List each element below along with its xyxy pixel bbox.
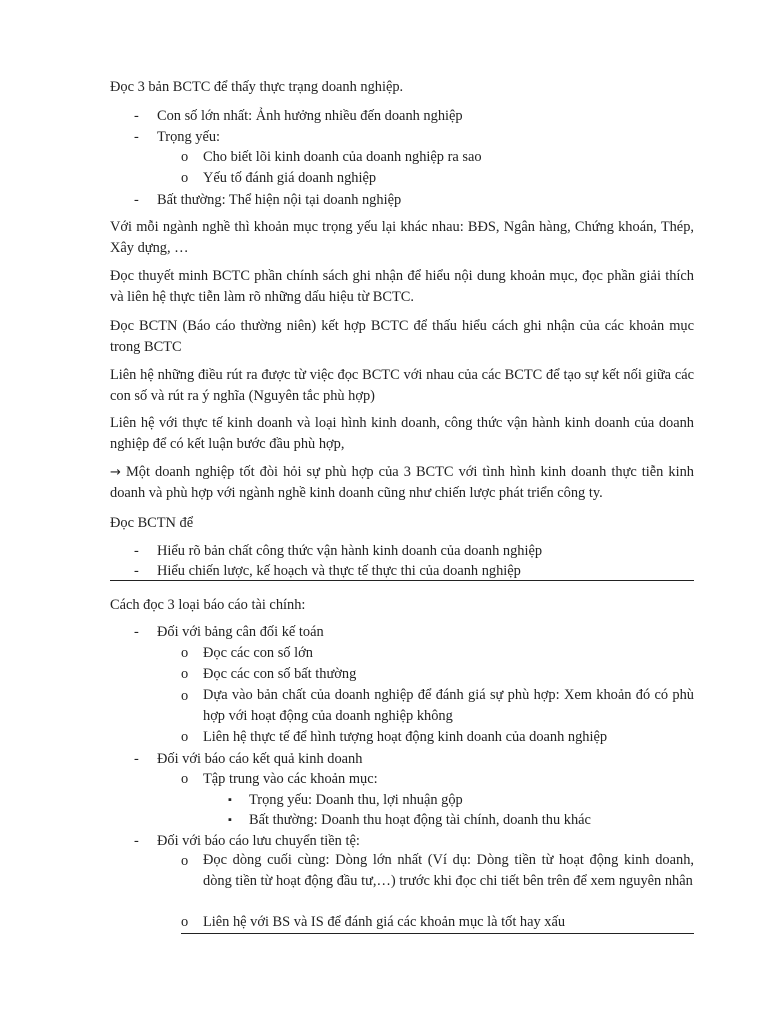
list-item: Con số lớn nhất: Ảnh hưởng nhiều đến doanh nghiệp	[157, 108, 463, 124]
circle-bullet: o	[181, 149, 189, 165]
list-item: Hiểu chiến lược, kế hoạch và thực tế thực thi của doanh nghiệp	[157, 563, 521, 579]
dash-bullet: -	[134, 751, 139, 767]
sub-list-item: Yếu tố đánh giá doanh nghiệp	[203, 170, 377, 186]
circle-bullet: o	[181, 853, 189, 869]
list-item: Trọng yếu:	[157, 129, 221, 145]
square-bullet: ▪	[228, 814, 232, 826]
circle-bullet: o	[181, 645, 189, 661]
sub-list-item: Liên hệ với BS và IS để đánh giá các khoản mục là tốt hay xấu	[203, 914, 566, 930]
conclusion-text: Một doanh nghiệp tốt đòi hỏi sự phù hợp của 3 BCTC với tình hình kinh doanh thực tiễn kinh doanh và phù hợp với ngành nghề kinh doanh cũng như chiến lược phát triển công ty.	[110, 464, 694, 501]
paragraph: Đọc BCTN để	[110, 515, 194, 531]
list-item: Đối với báo cáo kết quả kinh doanh	[157, 751, 363, 767]
horizontal-rule	[181, 933, 694, 934]
sub-list-item: Liên hệ thực tế để hình tượng hoạt động kinh doanh của doanh nghiệp	[203, 729, 608, 745]
circle-bullet: o	[181, 914, 189, 930]
list-item: Bất thường: Thể hiện nội tại doanh nghiệp	[157, 192, 402, 208]
sub-list-item: Đọc các con số bất thường	[203, 666, 357, 682]
paragraph: Với mỗi ngành nghề thì khoản mục trọng yếu lại khác nhau: BĐS, Ngân hàng, Chứng khoán, Thép, Xây dựng, …	[110, 219, 694, 256]
paragraph: Đọc BCTN (Báo cáo thường niên) kết hợp BCTC để thấu hiểu cách ghi nhận của các khoản mục trong BCTC	[110, 318, 694, 355]
sub-list-item: Đọc các con số lớn	[203, 645, 313, 661]
circle-bullet: o	[181, 666, 189, 682]
circle-bullet: o	[181, 771, 189, 787]
sub-sub-list-item: Trọng yếu: Doanh thu, lợi nhuận gộp	[249, 792, 463, 808]
circle-bullet: o	[181, 729, 189, 745]
dash-bullet: -	[134, 192, 139, 208]
arrow-icon: →	[110, 465, 121, 480]
dash-bullet: -	[134, 108, 139, 124]
paragraph: Đọc thuyết minh BCTC phần chính sách ghi nhận để hiểu nội dung khoản mục, đọc phần giải thích và liên hệ thực tiễn làm rõ những dấu hiệu từ BCTC.	[110, 268, 694, 305]
dash-bullet: -	[134, 543, 139, 559]
sub-list-item: Cho biết lõi kinh doanh của doanh nghiệp ra sao	[203, 149, 482, 165]
conclusion-paragraph	[110, 462, 694, 504]
list-item: Hiểu rõ bản chất công thức vận hành kinh doanh của doanh nghiệp	[157, 543, 543, 559]
dash-bullet: -	[134, 624, 139, 640]
list-item: Đối với bảng cân đối kế toán	[157, 624, 324, 640]
horizontal-rule	[110, 580, 694, 581]
sub-sub-list-item: Bất thường: Doanh thu hoạt động tài chính, doanh thu khác	[249, 812, 591, 828]
intro-paragraph: Đọc 3 bản BCTC để thấy thực trạng doanh nghiệp.	[110, 79, 404, 95]
list-item: Đối với báo cáo lưu chuyển tiền tệ:	[157, 833, 360, 849]
section-title: Cách đọc 3 loại báo cáo tài chính:	[110, 597, 306, 613]
circle-bullet: o	[181, 688, 189, 704]
sub-list-item: Đọc dòng cuối cùng: Dòng lớn nhất (Ví dụ: Dòng tiền từ hoạt động kinh doanh, dòng tiền từ hoạt động đầu tư,…) trước khi đọc chi tiết bên trên để xem nguyên nhân	[203, 852, 694, 889]
dash-bullet: -	[134, 833, 139, 849]
sub-list-item: Tập trung vào các khoản mục:	[203, 771, 378, 787]
paragraph: Liên hệ với thực tế kinh doanh và loại hình kinh doanh, công thức vận hành kinh doanh của doanh nghiệp để có kết luận bước đầu phù hợp,	[110, 415, 694, 452]
sub-list-item: Dựa vào bản chất của doanh nghiệp để đánh giá sự phù hợp: Xem khoản đó có phù hợp với hoạt động của doanh nghiệp không	[203, 687, 694, 724]
square-bullet: ▪	[228, 794, 232, 806]
dash-bullet: -	[134, 563, 139, 579]
circle-bullet: o	[181, 170, 189, 186]
dash-bullet: -	[134, 129, 139, 145]
paragraph: Liên hệ những điều rút ra được từ việc đọc BCTC với nhau của các BCTC để tạo sự kết nối giữa các con số và rút ra ý nghĩa (Nguyên tắc phù hợp)	[110, 367, 694, 404]
